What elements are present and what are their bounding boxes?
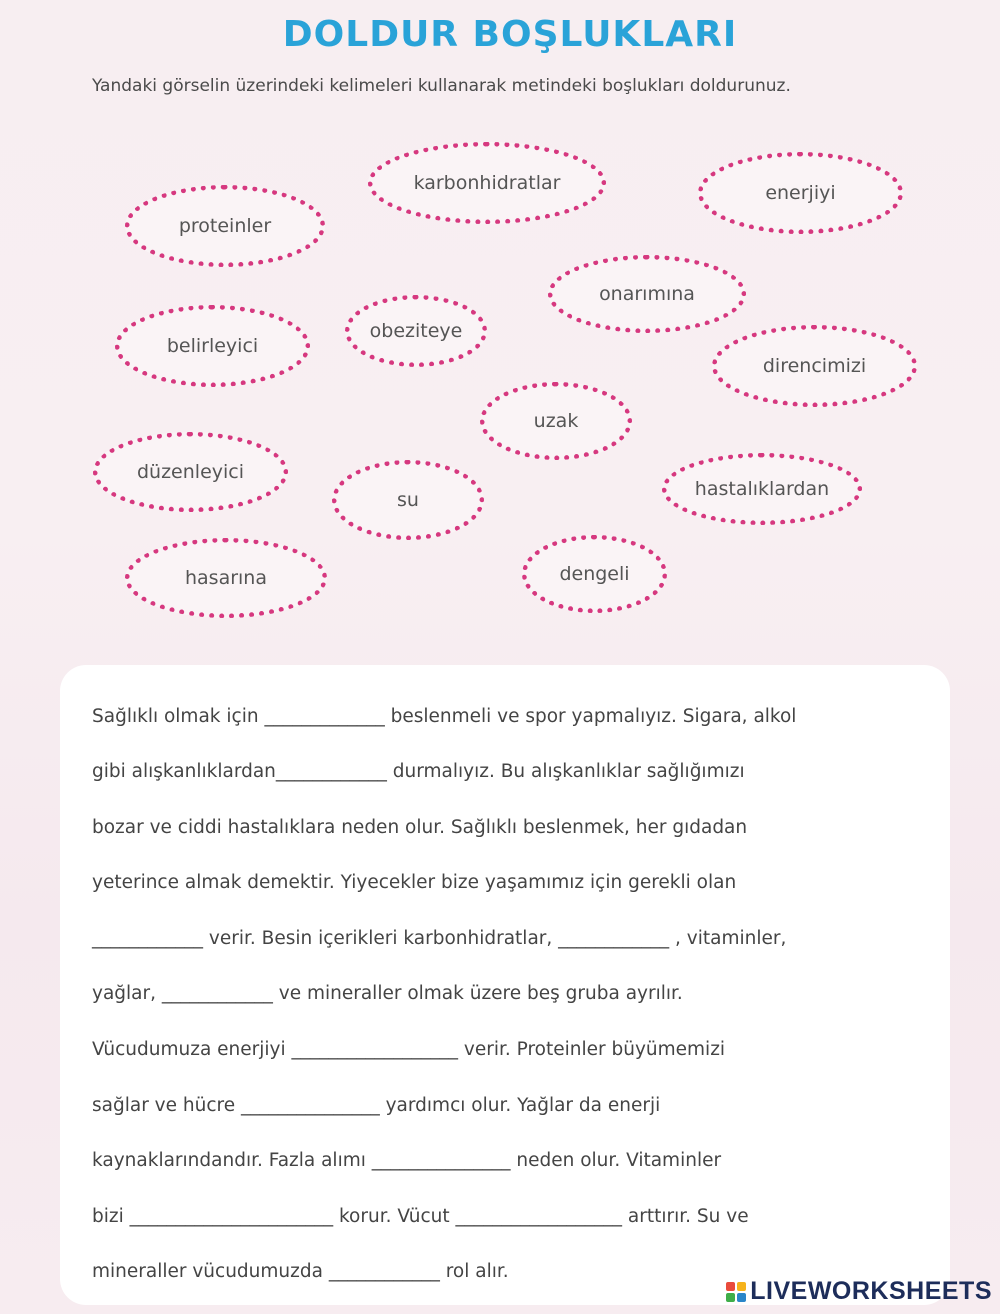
word-label: su	[397, 489, 419, 511]
instructions: Yandaki görselin üzerindeki kelimeleri kullanarak metindeki boşlukları doldurunuz.	[92, 76, 791, 96]
logo-text: LIVEWORKSHEETS	[750, 1277, 992, 1305]
word-bubble[interactable]	[662, 453, 862, 525]
word-bubble[interactable]	[93, 432, 288, 512]
word-bubble[interactable]	[125, 185, 325, 267]
page-title: DOLDUR BOŞLUKLARI	[282, 14, 738, 55]
word-bubble[interactable]	[368, 142, 606, 224]
word-label: uzak	[533, 410, 579, 432]
text-line: yağlar, ____________ ve mineraller olmak üzere beş gruba ayrılır.	[92, 983, 683, 1004]
word-label: karbonhidratlar	[413, 172, 561, 194]
text-line: bozar ve ciddi hastalıklara neden olur. Sağlıklı beslenmek, her gıdadan	[92, 817, 748, 838]
word-bubble[interactable]	[115, 305, 310, 387]
text-line: bizi ______________________ korur. Vücut __________________ arttırır. Su ve	[92, 1206, 749, 1227]
word-bubble[interactable]	[698, 152, 903, 234]
word-label: hastalıklardan	[694, 478, 830, 500]
word-label: düzenleyici	[136, 461, 245, 483]
word-bubble[interactable]	[712, 325, 917, 407]
text-line: yeterince almak demektir. Yiyecekler bize yaşamımız için gerekli olan	[92, 872, 737, 893]
text-line: Vücudumuza enerjiyi __________________ verir. Proteinler büyümemizi	[92, 1039, 726, 1060]
text-line: Sağlıklı olmak için _____________ beslenmeli ve spor yapmalıyız. Sigara, alkol	[92, 706, 797, 727]
word-bubble[interactable]	[345, 295, 487, 367]
text-line: sağlar ve hücre _______________ yardımcı olur. Yağlar da enerji	[92, 1095, 661, 1116]
text-line: mineraller vücudumuzda ____________ rol alır.	[92, 1261, 509, 1282]
word-bubble[interactable]	[522, 535, 667, 613]
word-label: hasarına	[184, 567, 267, 589]
word-label: proteinler	[178, 215, 272, 237]
text-line: gibi alışkanlıklardan____________ durmalıyız. Bu alışkanlıklar sağlığımızı	[92, 761, 745, 782]
word-bubble[interactable]	[548, 255, 746, 333]
word-bubble[interactable]	[125, 538, 327, 618]
word-label: direncimizi	[762, 355, 867, 377]
word-bubble[interactable]	[480, 382, 632, 460]
word-bubble[interactable]	[332, 460, 484, 540]
word-label: belirleyici	[166, 335, 259, 357]
liveworksheets-logo[interactable]	[726, 1277, 992, 1306]
logo-icon	[726, 1282, 746, 1302]
text-line: kaynaklarındandır. Fazla alımı _______________ neden olur. Vitaminler	[92, 1150, 722, 1171]
word-label: dengeli	[559, 563, 630, 585]
word-label: obeziteye	[369, 320, 463, 342]
text-line: ____________ verir. Besin içerikleri karbonhidratlar, ____________ , vitaminler,	[92, 928, 787, 949]
word-label: onarımına	[599, 283, 695, 305]
word-label: enerjiyi	[765, 182, 836, 204]
